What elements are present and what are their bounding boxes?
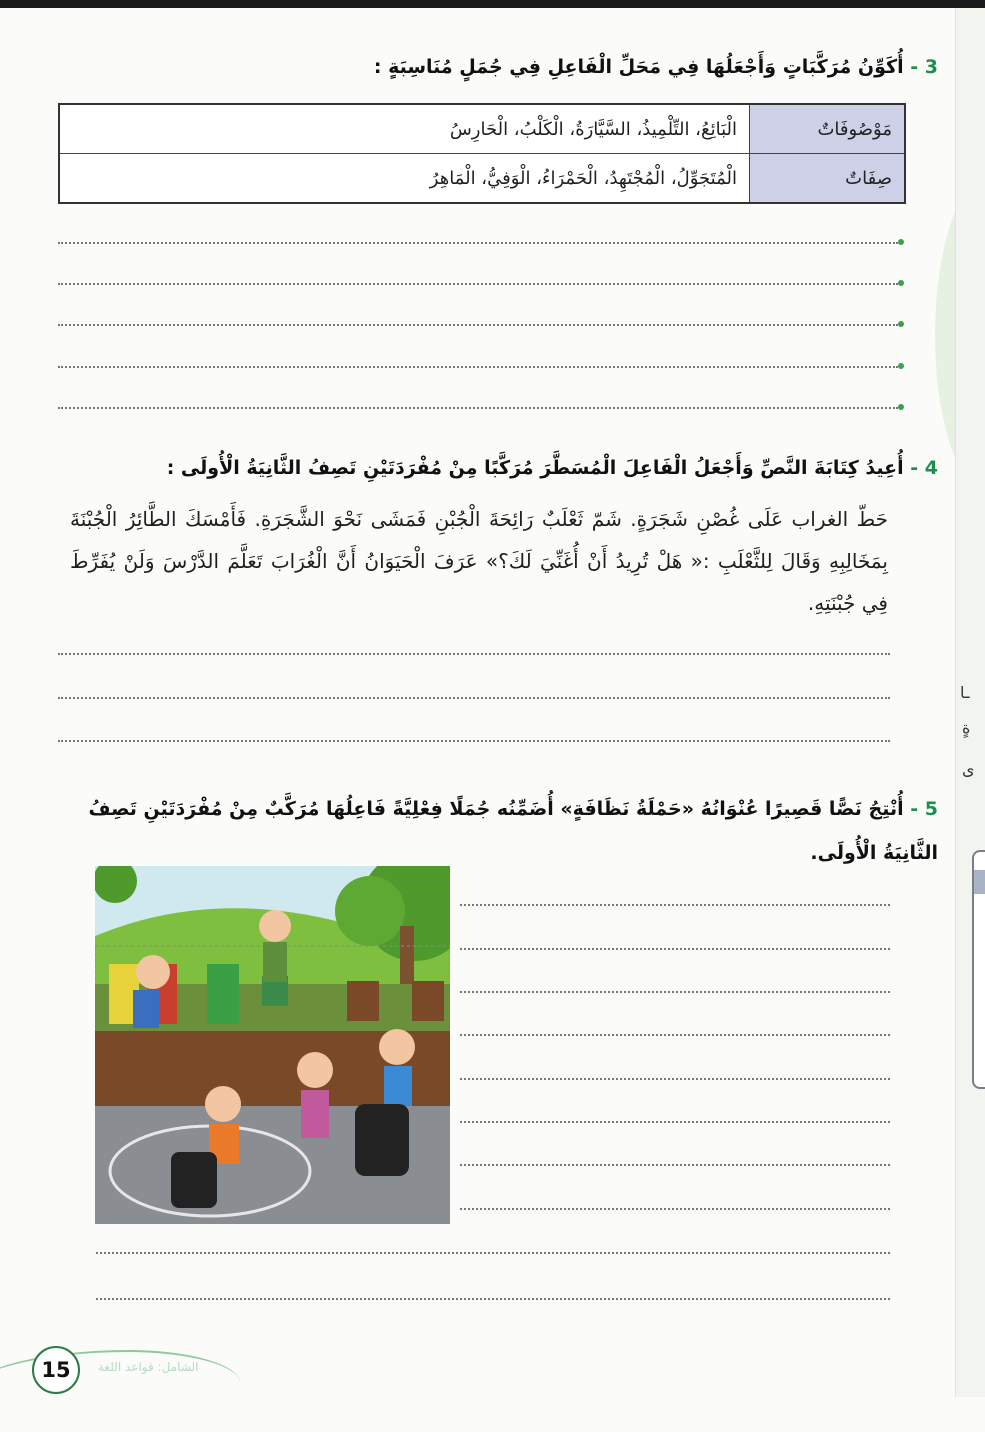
question-3-title bbox=[374, 56, 938, 78]
top-border bbox=[0, 0, 985, 8]
question-4-text: أُعِيدُ كِتَابَةَ النَّصِّ وَأَجْعَلُ الْفَاعِلَ الْمُسَطَّرَ مُرَكَّبًا مِنْ مُفْرَدَتَيْنِ تَصِفُ الثَّانِيَةُ الْأُولَى : bbox=[166, 457, 904, 479]
answer-line[interactable] bbox=[58, 697, 890, 699]
adjacent-page-mark: ةٍ bbox=[962, 718, 971, 737]
answer-line[interactable] bbox=[460, 948, 890, 950]
question-5-number: 5 - bbox=[910, 798, 938, 820]
answer-line[interactable] bbox=[58, 407, 898, 409]
answer-line[interactable] bbox=[58, 283, 898, 285]
table-row bbox=[59, 104, 905, 154]
cleanup-campaign-illustration bbox=[95, 866, 450, 1224]
row-value-adjectives: الْمُتَجَوِّلُ، الْمُجْتَهِدُ، الْحَمْرَاءُ، الْوَفِيُّ، الْمَاهِرُ bbox=[59, 154, 750, 204]
adjacent-page-mark: ى bbox=[962, 760, 975, 779]
question-3-number: 3 - bbox=[910, 56, 938, 78]
question-3-text: أُكَوِّنُ مُرَكَّبَاتٍ وَأَجْعَلُهَا فِي مَحَلِّ الْفَاعِلِ فِي جُمَلٍ مُنَاسِبَةٍ : bbox=[373, 56, 904, 78]
adjacent-page-mark: ـا bbox=[960, 683, 970, 702]
adjacent-page-strip bbox=[955, 8, 985, 1397]
bullet-dot bbox=[898, 239, 904, 245]
answer-line[interactable] bbox=[460, 904, 890, 906]
answer-line[interactable] bbox=[460, 991, 890, 993]
question-5-title bbox=[48, 787, 938, 875]
page-number: 15 bbox=[32, 1346, 80, 1394]
answer-line[interactable] bbox=[58, 324, 898, 326]
bullet-dot bbox=[898, 363, 904, 369]
answer-line[interactable] bbox=[58, 740, 890, 742]
answer-line[interactable] bbox=[58, 366, 898, 368]
question-4-title bbox=[167, 457, 938, 479]
footer-book-title: الشامل: قواعد اللغة bbox=[98, 1360, 199, 1374]
bullet-dot bbox=[898, 321, 904, 327]
answer-line[interactable] bbox=[96, 1252, 890, 1254]
answer-line[interactable] bbox=[460, 1164, 890, 1166]
answer-line[interactable] bbox=[460, 1078, 890, 1080]
answer-line[interactable] bbox=[460, 1121, 890, 1123]
answer-line[interactable] bbox=[96, 1298, 890, 1300]
question-4-passage: حَطّ الغراب عَلَى غُصْنِ شَجَرَةٍ. شَمّ ثَعْلَبٌ رَائِحَةَ الْجُبْنِ فَمَشَى نَحْوَ الشَّجَرَةِ. فَأَمْسَكَ الطَّائِرُ الْجُبْنَةَ بِمَخَالِبِهِ وَقَالَ لِلثَّعْلَبِ :« هَلْ تُرِيدُ أَنْ أُغَنِّيَ لَكَ؟» عَرَفَ الْحَيَوَانُ أَنَّ الْغُرَابَ تَعَلَّمَ الدَّرْسَ وَلَنْ يُفَرِّطَ فِي جُبْنَتِهِ. bbox=[70, 507, 888, 615]
bullet-dot bbox=[898, 404, 904, 410]
row-label-adjectives: صِفَاتٌ bbox=[750, 154, 906, 204]
answer-line[interactable] bbox=[460, 1034, 890, 1036]
answer-line[interactable] bbox=[58, 653, 890, 655]
answer-line[interactable] bbox=[58, 242, 898, 244]
question-4-number: 4 - bbox=[910, 457, 938, 479]
table-row bbox=[59, 154, 905, 204]
adjacent-page-table-fragment bbox=[972, 850, 985, 1089]
answer-line[interactable] bbox=[460, 1208, 890, 1210]
question-5-text: أُنْتِجُ نَصًّا قَصِيرًا عُنْوَانُهُ «حَمْلَةُ نَظَافَةٍ» أُضَمِّنُه جُمَلًا فِعْلِيَّةً فَاعِلُهَا مُرَكَّبٌ مِنْ مُفْرَدَتَيْنِ تَصِفُ الثَّانِيَةُ الْأُولَى. bbox=[88, 798, 938, 864]
row-label-nouns: مَوْصُوفَاتٌ bbox=[750, 104, 906, 154]
vocabulary-table bbox=[58, 103, 906, 204]
bullet-dot bbox=[898, 280, 904, 286]
row-value-nouns: الْبَائِعُ، التِّلْمِيذُ، السَّيَّارَةُ، الْكَلْبُ، الْحَارِسُ bbox=[59, 104, 750, 154]
